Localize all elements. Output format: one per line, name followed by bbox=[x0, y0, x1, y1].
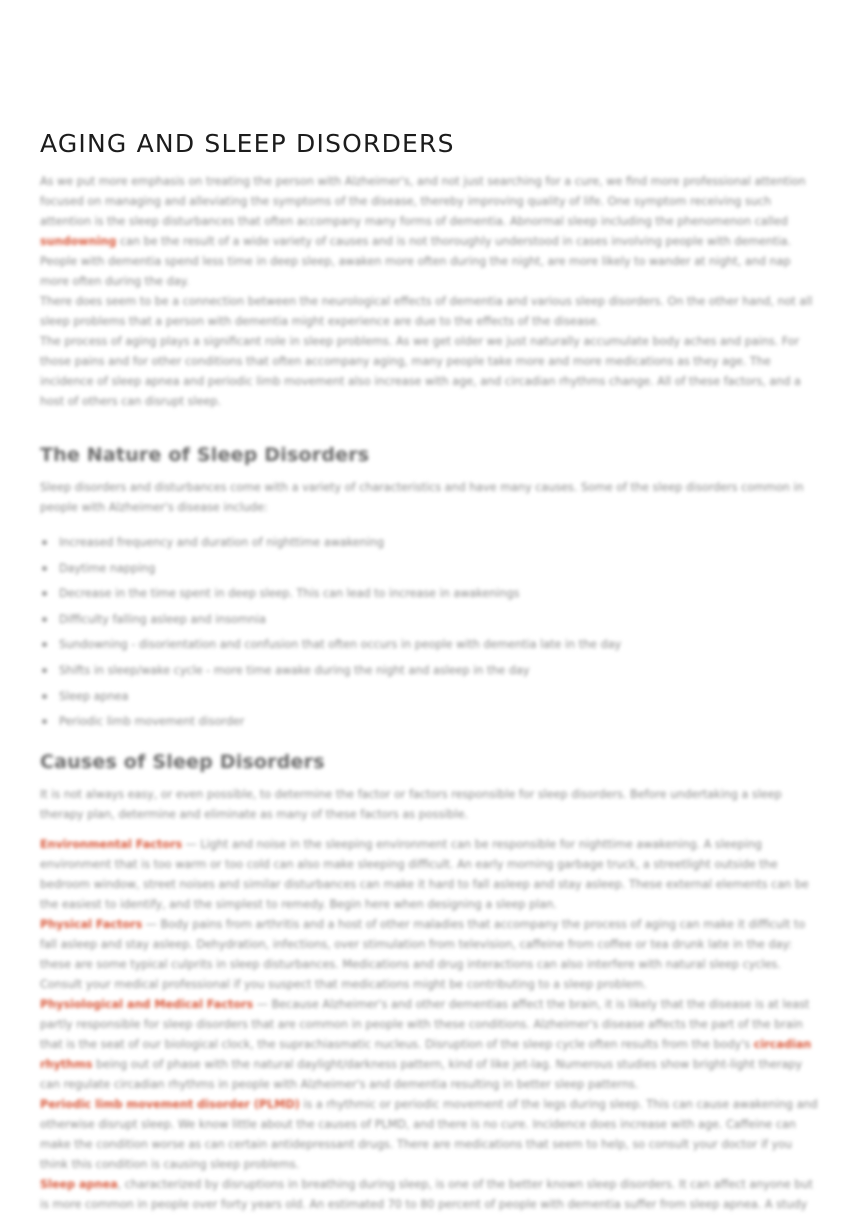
factor-text: — Light and noise in the sleeping environment can be responsible for nighttime awakening. A sleeping environment that is too warm or too cold can also make sleeping difficult. An early morning garbage truck, a streetlight outside the bedroom window, street noises and similar disturbances can make it hard to fall asleep and stay asleep. These external elements can be the easiest to identify, and the simplest to remedy. Begin here when designing a sleep plan. bbox=[40, 837, 809, 911]
list-item-text: Sleep apnea bbox=[59, 689, 129, 703]
nature-intro: Sleep disorders and disturbances come with a variety of characteristics and have many causes. Some of the sleep disorders common in people with Alzheimer's disease include: bbox=[40, 481, 804, 514]
factor-text: , characterized by disruptions in breathing during sleep, is one of the better known sleep disorders. It can affect anyone but is more common in people over forty years old. An estimated 70 to 80 percent of people with dementia suffer from sleep apnea. A study bbox=[40, 1177, 813, 1211]
factor-sleep-apnea bbox=[40, 1175, 822, 1215]
bullet-icon bbox=[42, 617, 47, 622]
environmental-factors-link[interactable]: Environmental Factors bbox=[40, 837, 183, 851]
factor-physiological bbox=[40, 995, 822, 1095]
factor-text: — Body pains from arthritis and a host of other maladies that accompany the process of aging can make it difficult to fall asleep and stay asleep. Dehydration, infections, over stimulation from television, caffeine from coffee or tea drunk late in the day: these are some typical culprits in sleep disturbances. Medications and drug interactions can also interfere with natural sleep cycles. Consult your medical professional if you suspect that medications might be contributing to a sleep problem. bbox=[40, 917, 806, 991]
bullet-icon bbox=[42, 566, 47, 571]
list-item-text: Sundowning - disorientation and confusion that often occurs in people with dementia late in the day bbox=[59, 638, 622, 652]
bullet-icon bbox=[42, 694, 47, 699]
list-item bbox=[40, 632, 822, 658]
bullet-icon bbox=[42, 668, 47, 673]
sleep-apnea-link[interactable]: Sleep apnea bbox=[40, 1177, 118, 1191]
sleep-disorders-list bbox=[40, 530, 822, 735]
bullet-icon bbox=[42, 719, 47, 724]
list-item-text: Shifts in sleep/wake cycle - more time awake during the night and asleep in the day bbox=[59, 663, 530, 677]
factor-physical bbox=[40, 915, 822, 995]
list-item bbox=[40, 607, 822, 633]
article-body bbox=[40, 172, 822, 1215]
intro-paragraph-2: There does seem to be a connection between the neurological effects of dementia and various sleep disorders. On the other hand, not all sleep problems that a person with dementia might experience are due to the effects of the disease. bbox=[40, 295, 813, 328]
plmd-link[interactable]: Periodic limb movement disorder (PLMD) bbox=[40, 1097, 300, 1111]
list-item-text: Daytime napping bbox=[59, 561, 156, 575]
physical-factors-link[interactable]: Physical Factors bbox=[40, 917, 143, 931]
article bbox=[40, 126, 822, 1215]
page-title: AGING AND SLEEP DISORDERS bbox=[40, 129, 455, 158]
list-item bbox=[40, 658, 822, 684]
factor-text-continued: being out of phase with the natural daylight/darkness pattern, kind of like jet-lag. Numerous studies show bright-light therapy can regulate circadian rhythms in people with Alzheimer's and dementia resulting in better sleep patterns. bbox=[40, 1057, 803, 1091]
list-item bbox=[40, 684, 822, 710]
intro-paragraph-3: The process of aging plays a significant role in sleep problems. As we get older we just naturally accumulate body aches and pains. For those pains and for other conditions that often accompany aging, many people take more and more medications as they age. The incidence of sleep apnea and periodic limb movement also increase with age, and circadian rhythms change. All of these factors, and a host of others can disrupt sleep. bbox=[40, 335, 801, 408]
factor-plmd bbox=[40, 1095, 822, 1175]
list-item bbox=[40, 556, 822, 582]
factor-text: is a rhythmic or periodic movement of the legs during sleep. This can cause awakening and otherwise disrupt sleep. We know little about the causes of PLMD, and there is no cure. Incidence does increase with age. Caffeine can make the condition worse as can certain antidepressant drugs. There are medications that seem to help, so consult your doctor if you think this condition is causing sleep problems. bbox=[40, 1097, 818, 1171]
bullet-icon bbox=[42, 642, 47, 647]
bullet-icon bbox=[42, 540, 47, 545]
list-item-text: Decrease in the time spent in deep sleep. This can lead to increase in awakenings bbox=[59, 587, 520, 601]
bullet-icon bbox=[42, 591, 47, 596]
intro-text-continued: can be the result of a wide variety of causes and is not thoroughly understood in cases involving people with dementia. People with dementia spend less time in deep sleep, awaken more often during the night, are more likely to wander at night, and nap more often during the day. bbox=[40, 235, 792, 288]
factor-text: — Because Alzheimer's and other dementias affect the brain, it is likely that the disease is at least partly responsible for sleep disorders that are common in people with these conditions. Alzheimer's disease affects the part of the brain that is the seat of our biological clock, the suprachiasmatic nucleus. Disruption of the sleep cycle often results from the body's bbox=[40, 997, 810, 1051]
section-heading-nature: The Nature of Sleep Disorders bbox=[40, 444, 370, 466]
list-item bbox=[40, 709, 822, 735]
list-item bbox=[40, 530, 822, 556]
section-heading-causes: Causes of Sleep Disorders bbox=[40, 750, 325, 773]
list-item-text: Increased frequency and duration of nighttime awakening bbox=[59, 536, 385, 549]
causes-intro: It is not always easy, or even possible, to determine the factor or factors responsible for sleep disorders. Before undertaking a sleep therapy plan, determine and eliminate as many of these factors as possible. bbox=[40, 787, 782, 821]
physiological-factors-link[interactable]: Physiological and Medical Factors bbox=[40, 997, 254, 1011]
list-item-text: Periodic limb movement disorder bbox=[59, 715, 245, 729]
intro-paragraph-1 bbox=[40, 172, 822, 292]
list-item bbox=[40, 581, 822, 607]
factor-environmental bbox=[40, 835, 822, 915]
intro-text: As we put more emphasis on treating the person with Alzheimer's, and not just searching for a cure, we find more professional attention focused on managing and alleviating the symptoms of the disease, thereby improving quality of life. One symptom receiving such attention is the sleep disturbances that often accompany many forms of dementia. Abnormal sleep including the phenomenon called bbox=[40, 175, 806, 228]
list-item-text: Difficulty falling asleep and insomnia bbox=[59, 612, 266, 626]
sundowning-link[interactable]: sundowning bbox=[40, 235, 117, 248]
circadian-rhythms-link[interactable]: circadian rhythms bbox=[40, 1037, 812, 1071]
